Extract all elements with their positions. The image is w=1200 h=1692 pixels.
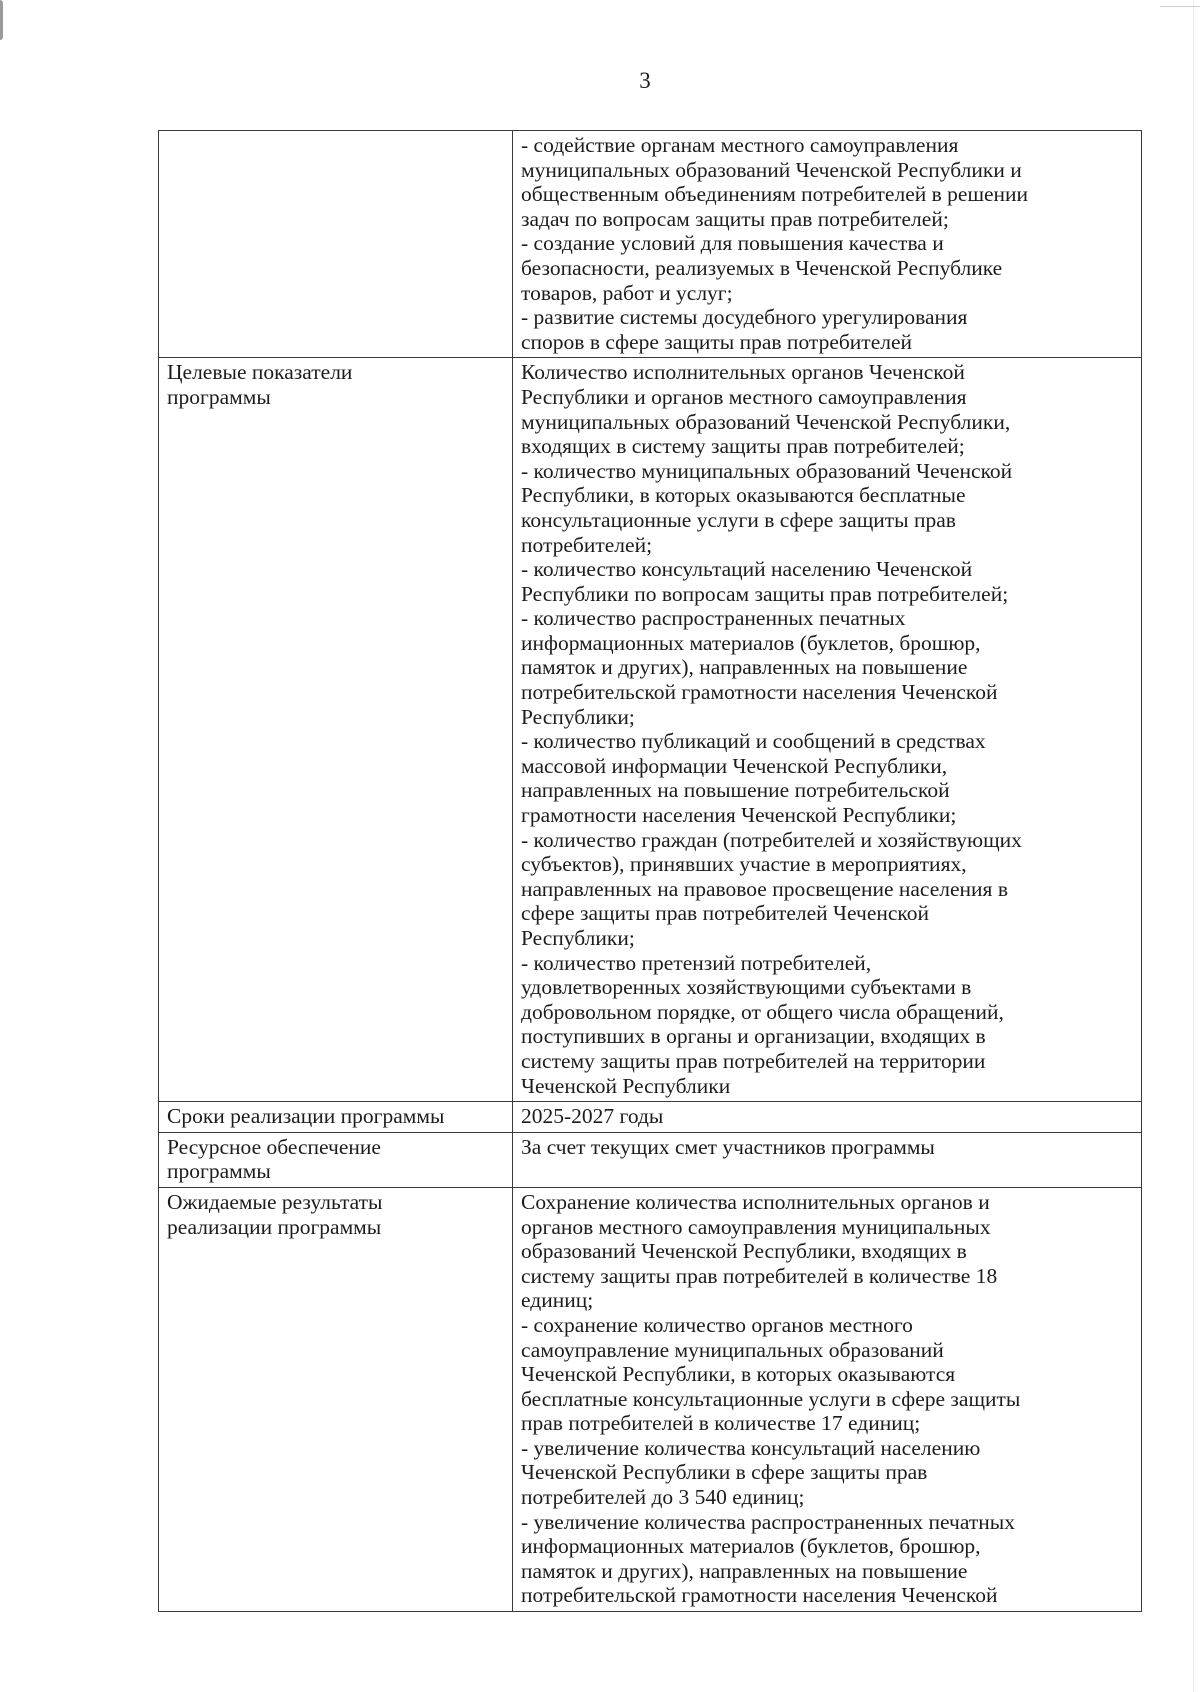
program-passport-table [158, 130, 1142, 1612]
table-row-expected-results [159, 1187, 1142, 1611]
scan-edge-line [1193, 0, 1194, 1692]
table-row-target-indicators [159, 358, 1142, 1102]
row-label: Сроки реализации программы [159, 1102, 513, 1133]
value-paragraph: - увеличение количества распространенных печатных информационных материалов (буклетов, брошюр, памяток и других), направленных на повышение потребительской грамотности населения Чеченской [521, 1509, 1015, 1608]
scan-edge-mark [0, 0, 3, 40]
value-paragraph: - увеличение количества консультаций населению Чеченской Республики в сфере защиты прав потребителей до 3 540 единиц; [521, 1435, 981, 1510]
value-paragraph: - содействие органам местного самоуправления муниципальных образований Чеченской Республики и общественным объединениям потребителей в решении задач по вопросам защиты прав потребителей; [521, 133, 1029, 231]
table-row-tasks-continued [159, 131, 1142, 358]
row-label: Ресурсное обеспечение программы [159, 1132, 513, 1187]
value-paragraph: За счет текущих смет участников программы [521, 1134, 935, 1159]
row-value [513, 1187, 1142, 1611]
row-value [513, 131, 1142, 358]
value-paragraph: - количество граждан (потребителей и хозяйствующих субъектов), принявших участие в мероприятиях, направленных на правовое просвещение населения в сфере защиты прав потребителей Чеченской Республики; [521, 827, 1022, 950]
row-value [513, 1102, 1142, 1133]
scan-corner-line [1160, 6, 1200, 7]
value-paragraph: - создание условий для повышения качества и безопасности, реализуемых в Чеченской Республике товаров, работ и услуг; [521, 231, 1003, 305]
value-paragraph: Сохранение количества исполнительных органов и органов местного самоуправления муниципальных образований Чеченской Республики, входящих в систему защиты прав потребителей в количестве 18 единиц; [521, 1189, 998, 1313]
table-row-implementation-period [159, 1102, 1142, 1133]
value-paragraph: - количество претензий потребителей, удовлетворенных хозяйствующими субъектами в добровольном порядке, от общего числа обращений, поступивших в органы и организации, входящих в систему защиты прав потребителей на территории Чеченской Республики [521, 950, 1004, 1098]
value-paragraph: - развитие системы досудебного урегулирования споров в сфере защиты прав потребителей [521, 305, 968, 354]
value-paragraph: 2025-2027 годы [521, 1104, 664, 1129]
row-label: Ожидаемые результаты реализации программы [159, 1187, 513, 1611]
value-paragraph: - количество муниципальных образований Чеченской Республики, в которых оказываются бесплатные консультационные услуги в сфере защиты прав потребителей; [521, 458, 1013, 557]
value-paragraph: - количество публикаций и сообщений в средствах массовой информации Чеченской Республики, направленных на повышение потребительской грамотности населения Чеченской Республики; [521, 729, 986, 828]
value-paragraph: Количество исполнительных органов Чеченской Республики и органов местного самоуправления муниципальных образований Чеченской Республики, входящих в систему защиты прав потребителей; [521, 360, 1011, 459]
table-row-resource-provision [159, 1132, 1142, 1187]
value-paragraph: - количество консультаций населению Чеченской Республики по вопросам защиты прав потребителей; [521, 557, 1009, 606]
row-label: Целевые показатели программы [159, 358, 513, 1102]
page-number: 3 [639, 68, 651, 93]
row-value [513, 1132, 1142, 1187]
row-value [513, 358, 1142, 1102]
value-paragraph: - количество распространенных печатных информационных материалов (буклетов, брошюр, памяток и других), направленных на повышение потребительской грамотности населения Чеченской Республики; [521, 606, 998, 729]
value-paragraph: - сохранение количество органов местного самоуправление муниципальных образований Чеченской Республики, в которых оказываются бесплатные консультационные услуги в сфере защиты прав потребителей в количестве 17 единиц; [521, 1312, 1021, 1436]
row-label [159, 131, 513, 358]
